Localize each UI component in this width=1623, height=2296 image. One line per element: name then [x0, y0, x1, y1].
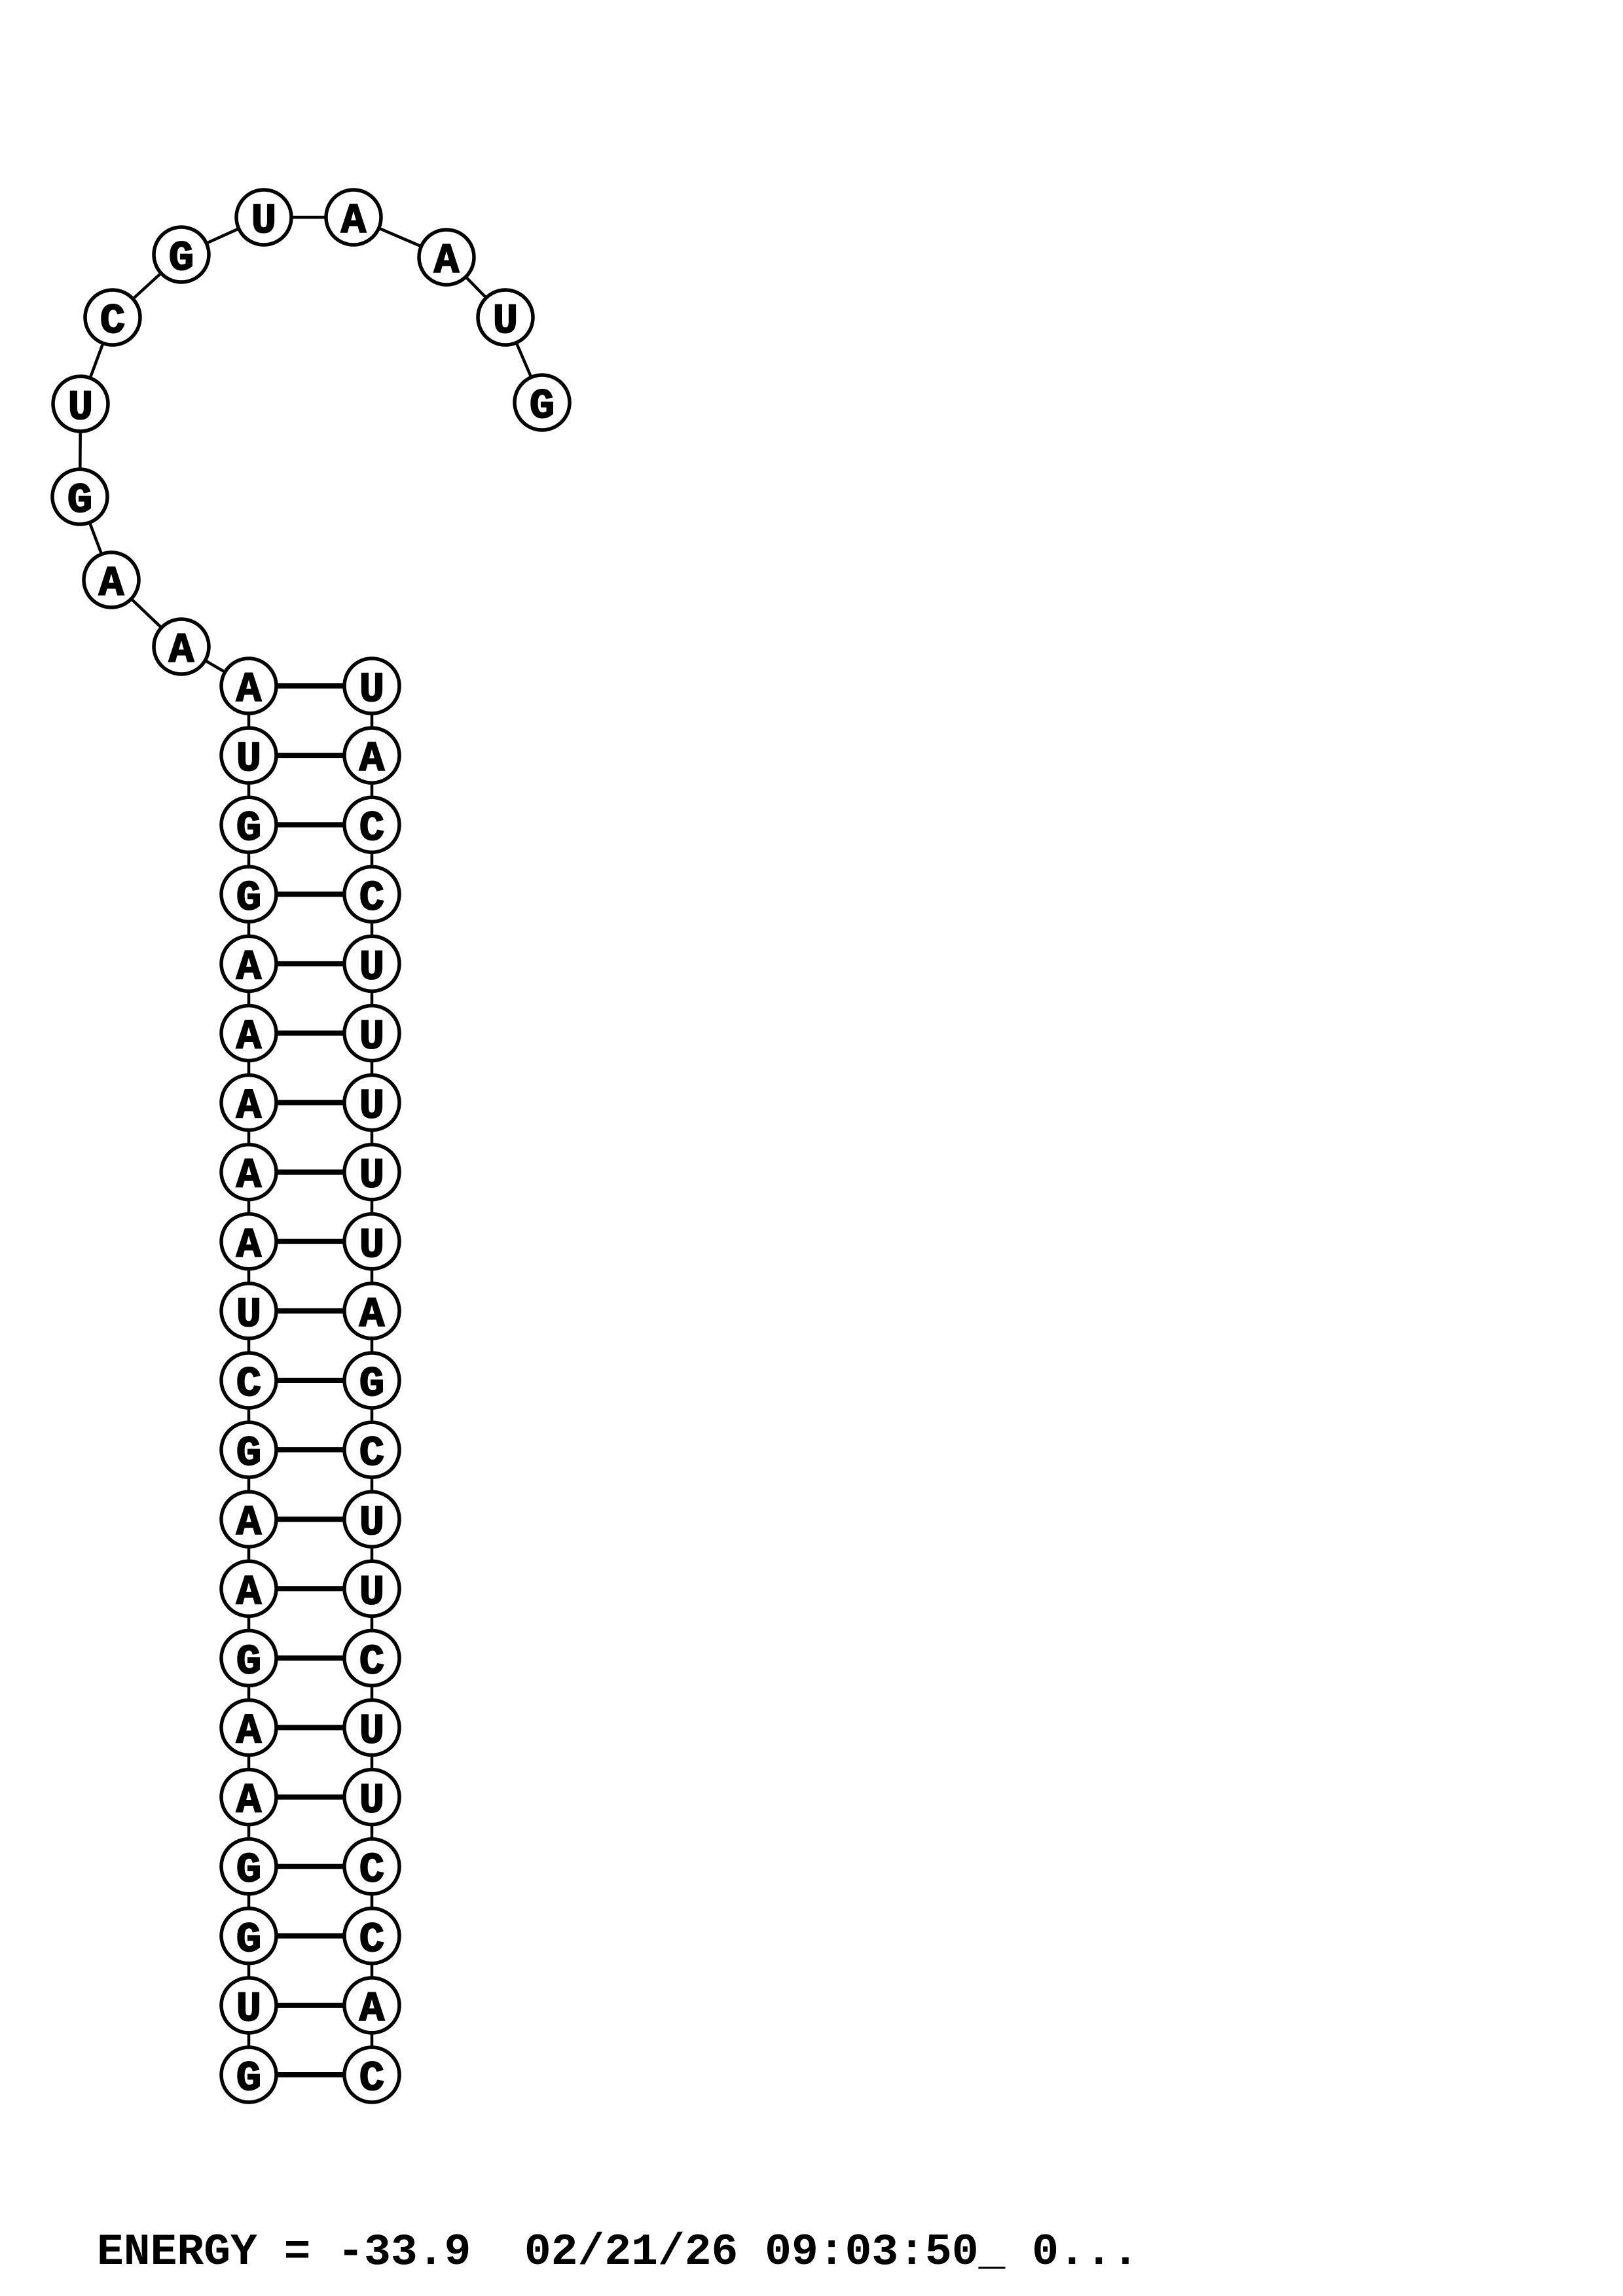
nucleotide-letter: A — [236, 1222, 262, 1270]
nucleotide-letter: G — [236, 806, 262, 853]
nucleotide-letter: A — [359, 1986, 385, 2034]
nucleotide-letter: U — [359, 1778, 385, 1825]
nucleotide-letter: C — [359, 1847, 385, 1895]
nucleotide-letter: A — [236, 667, 262, 715]
nucleotide-letter: G — [168, 236, 194, 283]
nucleotide-letter: A — [236, 1014, 262, 1062]
nucleotide-letter: U — [359, 944, 385, 992]
nucleotide-letter: A — [236, 1083, 262, 1131]
nucleotide-letter: A — [236, 944, 262, 992]
nucleotide-letter: G — [236, 1916, 262, 1964]
nucleotide-letter: U — [251, 198, 277, 246]
nucleotide-letter: C — [359, 2056, 385, 2104]
nucleotide-letter: C — [359, 1916, 385, 1964]
nucleotide-letter: C — [359, 806, 385, 853]
nucleotide-letter: U — [236, 1291, 262, 1339]
nucleotide-letter: A — [236, 1708, 262, 1756]
nucleotide-letter: G — [236, 875, 262, 923]
nucleotide-letter: U — [359, 1570, 385, 1617]
nucleotide-letter: A — [236, 1500, 262, 1548]
nucleotide-letter: U — [492, 298, 519, 346]
nucleotide-letter: A — [340, 198, 367, 246]
nucleotide-letter: G — [236, 1431, 262, 1479]
nucleotide-letter: G — [236, 1847, 262, 1895]
nucleotide-letter: G — [67, 478, 93, 526]
nucleotide-letter: G — [529, 384, 555, 431]
nucleotide-letter: U — [359, 1014, 385, 1062]
nucleotide-letter: A — [236, 1778, 262, 1825]
nucleotide-letter: G — [359, 1361, 385, 1409]
nucleotide-letter: U — [359, 1222, 385, 1270]
nucleotide-letter: C — [359, 875, 385, 923]
nucleotide-letter: U — [359, 1083, 385, 1131]
nucleotide-letter: U — [236, 1986, 262, 2034]
nucleotide-letter: C — [359, 1431, 385, 1479]
nucleotide-letter: C — [359, 1639, 385, 1687]
nucleotide-letter: A — [168, 628, 194, 675]
nucleotide-letter: A — [359, 736, 385, 784]
nucleotide-letter: U — [359, 1708, 385, 1756]
nucleotide-letter: A — [359, 1291, 385, 1339]
nucleotide-letter: U — [359, 667, 385, 715]
nucleotide-letter: U — [67, 385, 94, 433]
nucleotide-letter: A — [98, 561, 124, 609]
nucleotide-letter: U — [236, 736, 262, 784]
energy-caption: ENERGY = -33.9 02/21/26 09:03:50_ 0... — [97, 2227, 1139, 2278]
nucleotide-letter: U — [359, 1153, 385, 1200]
nucleotide-letter: U — [359, 1500, 385, 1548]
nucleotide-letter: G — [236, 2056, 262, 2104]
nucleotide-letter: A — [236, 1570, 262, 1617]
nucleotide-letter: C — [100, 298, 126, 346]
nucleotide-letter: G — [236, 1639, 262, 1687]
nucleotide-letter: A — [236, 1153, 262, 1200]
nucleotide-letter: C — [236, 1361, 262, 1409]
nucleotide-letter: A — [433, 238, 460, 286]
